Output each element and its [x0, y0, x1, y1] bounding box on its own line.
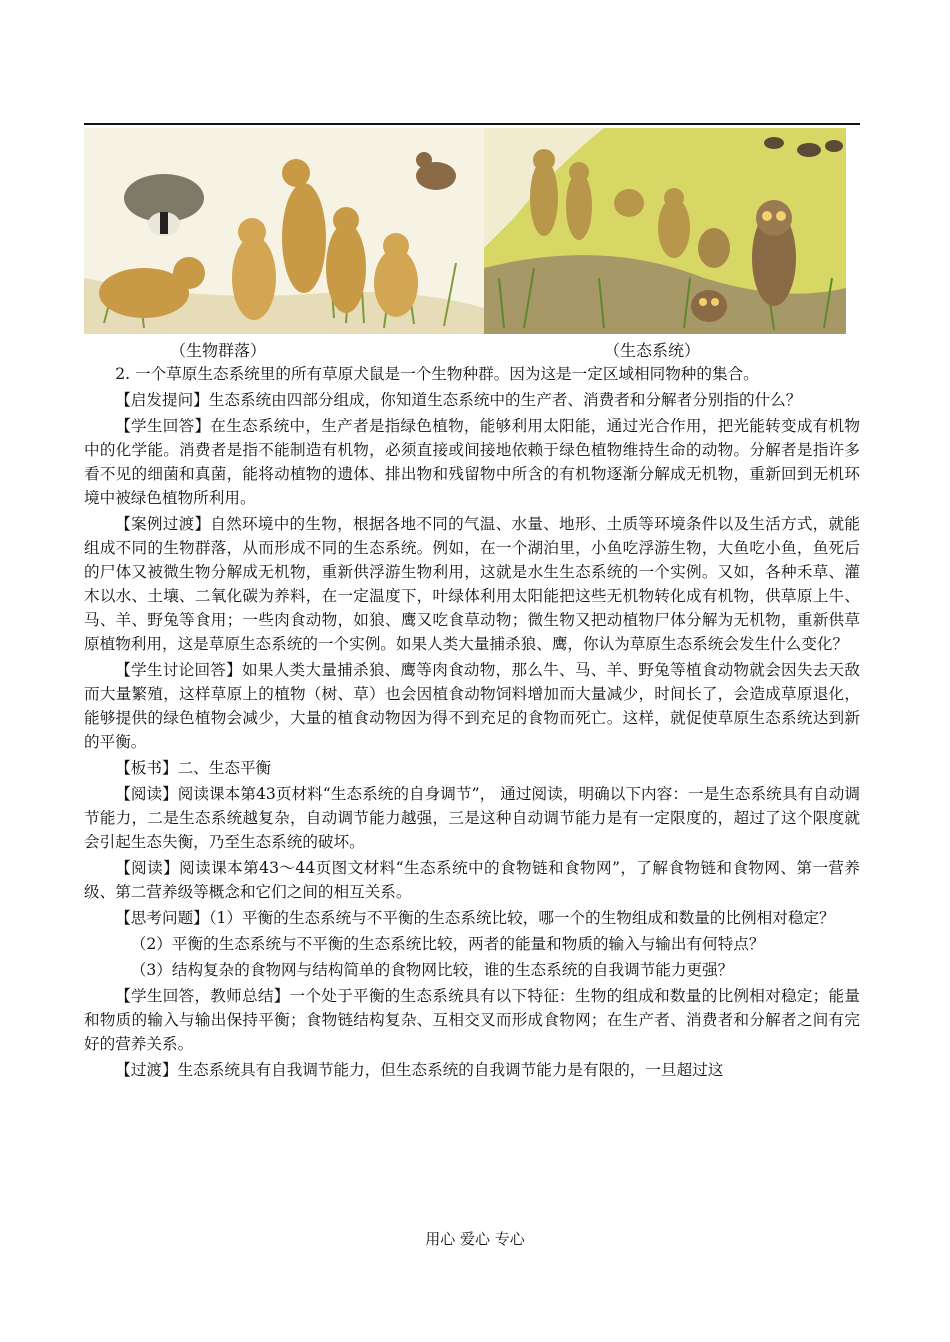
header-rule: [84, 123, 860, 125]
paragraph-think-1: 【思考问题】（1）平衡的生态系统与不平衡的生态系统比较，哪一个的生物组成和数量的比例相对稳定？: [115, 909, 835, 927]
paragraph-student-answer: 【学生回答】在生态系统中，生产者是指绿色植物，能够利用太阳能，通过光合作用，把光能转变成有机物中的化学能。消费者是指不能制造有机物，必须直接或间接地依赖于绿色植物维持生命的动物。分解者是指许多看不见的细菌和真菌，能将动植物的遗体、排出物和残留物中所含的有机物逐渐分解成无机物，重新回到无机环境中被绿色植物所利用。: [84, 417, 860, 507]
paragraph-think-3: （3）结构复杂的食物网与结构简单的食物网比较，谁的生态系统的自我调节能力更强？: [130, 961, 734, 979]
caption-biological-community: （生物群落）: [170, 341, 267, 360]
page-footer: 用心 爱心 专心: [425, 1230, 525, 1248]
ecosystem-illustration: [84, 128, 846, 334]
document-body: [84, 362, 860, 1084]
caption-ecosystem: （生态系统）: [604, 341, 701, 360]
paragraph-think-2: （2）平衡的生态系统与不平衡的生态系统比较，两者的能量和物质的输入与输出有何特点？: [130, 935, 765, 953]
paragraph-question: 【启发提问】生态系统由四部分组成，你知道生态系统中的生产者、消费者和分解者分别指的什么？: [115, 391, 802, 409]
grassland-picture: [84, 128, 846, 334]
paragraph-discussion: 【学生讨论回答】如果人类大量捕杀狼、鹰等肉食动物，那么牛、马、羊、野兔等植食动物就会因失去天敌而大量繁殖，这样草原上的植物（树、草）也会因植食动物饲料增加而大量减少，时间长了，会造成草原退化，能够提供的绿色植物会减少，大量的植食动物因为得不到充足的食物而死亡。这样，就促使草原生态系统达到新的平衡。: [84, 661, 860, 751]
paragraph-summary: 【学生回答，教师总结】一个处于平衡的生态系统具有以下特征：生物的组成和数量的比例相对稳定；能量和物质的输入与输出保持平衡；食物链结构复杂、互相交叉而形成食物网；在生产者、消费者和分解者之间有完好的营养关系。: [84, 987, 860, 1053]
paragraph-case-transition: 【案例过渡】自然环境中的生物，根据各地不同的气温、水量、地形、土质等环境条件以及生活方式，就能组成不同的生物群落，从而形成不同的生态系统。例如，在一个湖泊里，小鱼吃浮游生物，大鱼吃小鱼，鱼死后的尸体又被微生物分解成无机物，重新供浮游生物利用，这就是水生生态系统的一个实例。又如，各种禾草、灌木以水、土壤、二氧化碳为养料，在一定温度下，叶绿体利用太阳能把这些无机物转化成有机物，供草原上牛、马、羊、野兔等食用；一些肉食动物，如狼、鹰又吃食草动物；微生物又把动植物尸体分解为无机物，重新供草原植物利用，这是草原生态系统的一个实例。如果人类大量捕杀狼、鹰，你认为草原生态系统会发生什么变化？: [84, 515, 860, 653]
paragraph-population: 2. 一个草原生态系统里的所有草原犬鼠是一个生物种群。因为这是一定区域相同物种的集合。: [115, 365, 759, 383]
paragraph-reading-1: 【阅读】阅读课本第43页材料“生态系统的自身调节”， 通过阅读，明确以下内容：一是生态系统具有自动调节能力，二是生态系统越复杂，自动调节能力越强，三是这种自动调节能力是有一定限度的，超过了这个限度就会引起生态失衡，乃至生态系统的破坏。: [84, 785, 860, 851]
paragraph-board-heading: 【板书】二、生态平衡: [115, 759, 272, 777]
paragraph-reading-2: 【阅读】阅读课本第43～44页图文材料“生态系统中的食物链和食物网”，了解食物链和食物网、第一营养级、第二营养级等概念和它们之间的相互关系。: [84, 859, 860, 901]
figure-captions: [84, 338, 860, 362]
paragraph-transition: 【过渡】生态系统具有自我调节能力，但生态系统的自我调节能力是有限的，一旦超过这: [115, 1061, 724, 1079]
